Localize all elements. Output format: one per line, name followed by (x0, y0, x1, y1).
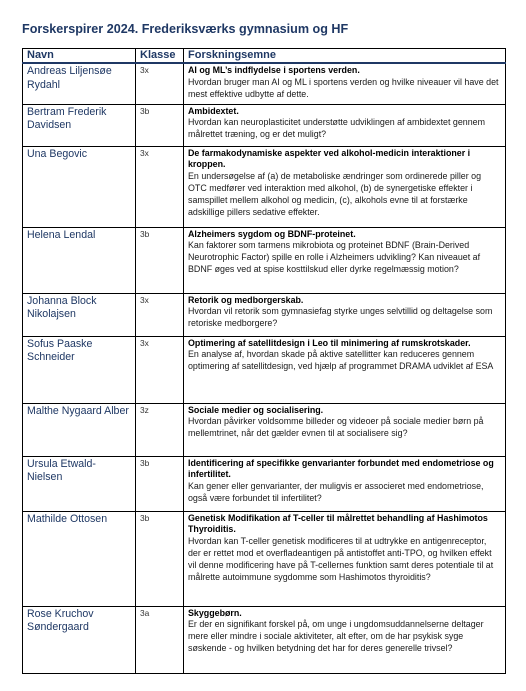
student-class: 3b (136, 104, 184, 146)
student-name: Malthe Nygaard Alber (23, 403, 136, 456)
student-name: Bertram Frederik Davidsen (23, 104, 136, 146)
research-topic (184, 403, 506, 456)
student-class: 3x (136, 293, 184, 336)
student-name: Mathilde Ottosen (23, 511, 136, 606)
research-topic (184, 104, 506, 146)
student-class: 3b (136, 227, 184, 293)
topic-description: Hvordan vil retorik som gymnasiefag styrke unges selvtillid og deltagelse som retoriske medborgere? (188, 306, 493, 329)
student-class: 3a (136, 606, 184, 673)
student-class: 3b (136, 456, 184, 511)
topic-description: Er der en signifikant forskel på, om unge i ungdomsuddannelserne deltager mere eller mindre i sociale aktiviteter, alt efter, om de har psykisk syge søskende - og hvilken betydning det har for deres generelle trivsel? (188, 619, 484, 654)
topic-description: Hvordan påvirker voldsomme billeder og videoer på sociale medier børn på mellemtrinet, når det gælder evnen til at socialisere sig? (188, 416, 484, 439)
student-class: 3x (136, 146, 184, 227)
research-topic (184, 146, 506, 227)
topic-description: Kan faktorer som tarmens mikrobiota og proteinet BDNF (Brain-Derived Neurotrophic Factor) spille en rolle i Alzheimers udvikling? Kan niveauet af BDNF øges ved at spise kosttilskud eller dyrke regelmæssig motion? (188, 240, 481, 275)
topic-title: Sociale medier og socialisering. (188, 404, 324, 415)
topic-title: De farmakodynamiske aspekter ved alkohol-medicin interaktioner i kroppen. (188, 147, 471, 170)
topic-title: Ambidextet. (188, 105, 239, 116)
topic-title: Alzheimers sygdom og BDNF-proteinet. (188, 228, 356, 239)
research-topic (184, 293, 506, 336)
research-topic (184, 227, 506, 293)
topic-description: En undersøgelse af (a) de metaboliske ændringer som ordinerede piller og OTC medfører ved interaktion med alkohol, (b) de synergetiske effekter i samspillet mellem alkohol og medicin, (c), alkohols evne til at forstærke adskillige pillers sedative effekter. (188, 171, 482, 218)
student-name: Rose Kruchov Søndergaard (23, 606, 136, 673)
table-row (23, 403, 506, 456)
research-topic (184, 456, 506, 511)
research-topic (184, 336, 506, 403)
column-header-topic: Forskningsemne (184, 49, 506, 64)
student-class: 3b (136, 511, 184, 606)
topic-title: Retorik og medborgerskab. (188, 294, 304, 305)
student-name: Johanna Block Nikolajsen (23, 293, 136, 336)
student-name: Una Begovic (23, 146, 136, 227)
table-row (23, 336, 506, 403)
topic-description: Hvordan kan neuroplasticitet understøtte udviklingen af ambidextet gennem målrettet træning, og er det muligt? (188, 117, 485, 140)
student-class: 3x (136, 336, 184, 403)
table-row (23, 104, 506, 146)
topic-description: Hvordan kan T-celler genetisk modificeres til at udtrykke en antigenreceptor, der er rettet mod et overfladeantigen på antistoffet anti-TPO, og hvilken effekt vil denne modificering have på T-cellernes funktion samt deres potentiale til at målrette autoimmune sygdomme som Hashimotos thyroiditis? (188, 536, 494, 583)
topic-title: Genetisk Modifikation af T-celler til målrettet behandling af Hashimotos Thyroiditis. (188, 512, 488, 535)
student-class: 3x (136, 63, 184, 104)
column-header-class: Klasse (136, 49, 184, 64)
column-header-name: Navn (23, 49, 136, 64)
table-row (23, 293, 506, 336)
student-class: 3z (136, 403, 184, 456)
student-name: Helena Lendal (23, 227, 136, 293)
table-row (23, 511, 506, 606)
table-row (23, 63, 506, 104)
topic-description: Hvordan bruger man AI og ML i sportens verden og hvilke niveauer vil have det mest effektive udbytte af dette. (188, 76, 499, 99)
student-name: Ursula Etwald-Nielsen (23, 456, 136, 511)
projects-table (22, 48, 506, 674)
table-header-row (23, 49, 506, 64)
research-topic (184, 511, 506, 606)
topic-description: En analyse af, hvordan skade på aktive satellitter kan reduceres gennem optimering af satellitdesign, ved hjælp af programmet DRAMA udviklet af ESA (188, 349, 494, 372)
page-title: Forskerspirer 2024. Frederiksværks gymnasium og HF (22, 22, 349, 36)
topic-title: Skyggebørn. (188, 607, 242, 618)
student-name: Sofus Paaske Schneider (23, 336, 136, 403)
topic-title: AI og ML’s indflydelse i sportens verden. (188, 65, 360, 75)
research-topic (184, 63, 506, 104)
table-row (23, 606, 506, 673)
table-row (23, 456, 506, 511)
topic-title: Optimering af satellitdesign i Leo til minimering af rumskrotskader. (188, 337, 471, 348)
topic-description: Kan gener eller genvarianter, der muligvis er associeret med endometriose, også være forbundet til infertilitet? (188, 481, 484, 504)
student-name: Andreas Liljensøe Rydahl (23, 63, 136, 104)
research-topic (184, 606, 506, 673)
table-row (23, 146, 506, 227)
topic-title: Identificering af specifikke genvarianter forbundet med endometriose og infertilitet. (188, 457, 494, 480)
table-row (23, 227, 506, 293)
